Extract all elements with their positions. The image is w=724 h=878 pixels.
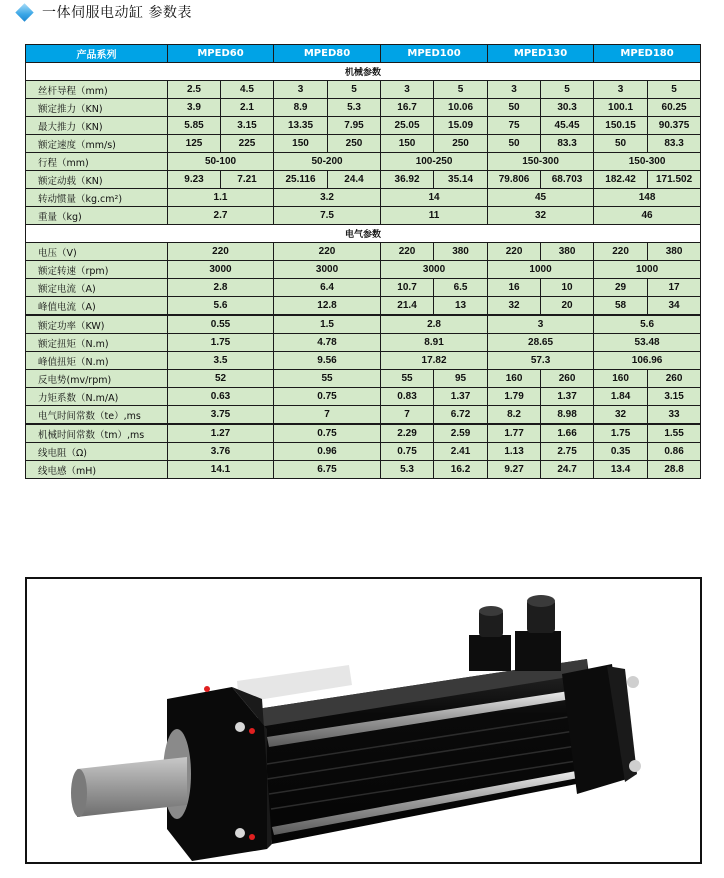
cell-value: 15.09 bbox=[434, 117, 488, 135]
cell-value: 225 bbox=[221, 135, 274, 153]
cell-value: 24.7 bbox=[541, 461, 594, 479]
cell-value: 3000 bbox=[381, 261, 488, 279]
cell-value: 380 bbox=[434, 243, 488, 261]
cell-value: 24.4 bbox=[328, 171, 381, 189]
cell-value: 6.72 bbox=[434, 406, 488, 425]
row-label: 额定扭矩（N.m) bbox=[26, 334, 168, 352]
cell-value: 220 bbox=[274, 243, 381, 261]
cell-value: 36.92 bbox=[381, 171, 434, 189]
cell-value: 1.55 bbox=[648, 424, 701, 443]
table-row bbox=[26, 81, 701, 99]
cell-value: 125 bbox=[168, 135, 221, 153]
cell-value: 34 bbox=[648, 297, 701, 316]
row-label: 机械时间常数（tm）,ms bbox=[26, 424, 168, 443]
cell-value: 250 bbox=[434, 135, 488, 153]
cell-value: 57.3 bbox=[488, 352, 594, 370]
cell-value: 160 bbox=[488, 370, 541, 388]
cell-value: 68.703 bbox=[541, 171, 594, 189]
cell-value: 1.5 bbox=[274, 315, 381, 334]
row-label: 力矩系数（N.m/A) bbox=[26, 388, 168, 406]
cell-value: 3 bbox=[594, 81, 648, 99]
section-title: 机械参数 bbox=[26, 63, 701, 81]
table-row bbox=[26, 171, 701, 189]
cell-value: 8.91 bbox=[381, 334, 488, 352]
row-label: 额定动载（KN) bbox=[26, 171, 168, 189]
cell-value: 3.5 bbox=[168, 352, 274, 370]
table-row bbox=[26, 243, 701, 261]
cell-value: 148 bbox=[594, 189, 701, 207]
header-model: MPED60 bbox=[168, 45, 274, 63]
row-label: 电气时间常数（te）,ms bbox=[26, 406, 168, 425]
table-row bbox=[26, 135, 701, 153]
section-row bbox=[26, 63, 701, 81]
cell-value: 7.5 bbox=[274, 207, 381, 225]
cell-value: 1.77 bbox=[488, 424, 541, 443]
cell-value: 8.98 bbox=[541, 406, 594, 425]
cell-value: 14 bbox=[381, 189, 488, 207]
cell-value: 7 bbox=[274, 406, 381, 425]
cell-value: 1.75 bbox=[168, 334, 274, 352]
row-label: 电压（V) bbox=[26, 243, 168, 261]
row-label: 转动惯量（kg.cm²) bbox=[26, 189, 168, 207]
cell-value: 10 bbox=[541, 279, 594, 297]
cell-value: 28.8 bbox=[648, 461, 701, 479]
cell-value: 250 bbox=[328, 135, 381, 153]
section-row bbox=[26, 225, 701, 243]
cell-value: 5.6 bbox=[594, 315, 701, 334]
cell-value: 20 bbox=[541, 297, 594, 316]
cell-value: 0.86 bbox=[648, 443, 701, 461]
cell-value: 3000 bbox=[274, 261, 381, 279]
cell-value: 3000 bbox=[168, 261, 274, 279]
cell-value: 9.27 bbox=[488, 461, 541, 479]
diamond-icon bbox=[15, 3, 33, 21]
cell-value: 33 bbox=[648, 406, 701, 425]
cell-value: 90.375 bbox=[648, 117, 701, 135]
cell-value: 106.96 bbox=[594, 352, 701, 370]
cell-value: 5 bbox=[328, 81, 381, 99]
cell-value: 83.3 bbox=[541, 135, 594, 153]
cell-value: 30.3 bbox=[541, 99, 594, 117]
cell-value: 5.6 bbox=[168, 297, 274, 316]
cell-value: 13 bbox=[434, 297, 488, 316]
cell-value: 0.83 bbox=[381, 388, 434, 406]
spec-table bbox=[25, 44, 701, 479]
cell-value: 13.35 bbox=[274, 117, 328, 135]
cell-value: 1.79 bbox=[488, 388, 541, 406]
servo-cylinder-illustration bbox=[27, 579, 700, 862]
row-label: 额定电流（A) bbox=[26, 279, 168, 297]
cell-value: 46 bbox=[594, 207, 701, 225]
cell-value: 260 bbox=[541, 370, 594, 388]
cell-value: 150 bbox=[381, 135, 434, 153]
table-row bbox=[26, 461, 701, 479]
header-label: 产品系列 bbox=[26, 45, 168, 63]
cell-value: 45.45 bbox=[541, 117, 594, 135]
cell-value: 3 bbox=[488, 315, 594, 334]
cell-value: 12.8 bbox=[274, 297, 381, 316]
table-row bbox=[26, 406, 701, 425]
table-row bbox=[26, 370, 701, 388]
row-label: 额定速度（mm/s) bbox=[26, 135, 168, 153]
cell-value: 5 bbox=[541, 81, 594, 99]
cell-value: 50-200 bbox=[274, 153, 381, 171]
cell-value: 2.5 bbox=[168, 81, 221, 99]
row-label: 额定转速（rpm) bbox=[26, 261, 168, 279]
cell-value: 29 bbox=[594, 279, 648, 297]
table-row bbox=[26, 424, 701, 443]
cell-value: 32 bbox=[594, 406, 648, 425]
cell-value: 3.15 bbox=[221, 117, 274, 135]
cell-value: 2.59 bbox=[434, 424, 488, 443]
cell-value: 0.55 bbox=[168, 315, 274, 334]
cell-value: 1000 bbox=[594, 261, 701, 279]
table-row bbox=[26, 189, 701, 207]
cell-value: 52 bbox=[168, 370, 274, 388]
cell-value: 14.1 bbox=[168, 461, 274, 479]
cell-value: 171.502 bbox=[648, 171, 701, 189]
cell-value: 1000 bbox=[488, 261, 594, 279]
header-model: MPED130 bbox=[488, 45, 594, 63]
cell-value: 95 bbox=[434, 370, 488, 388]
cell-value: 45 bbox=[488, 189, 594, 207]
cell-value: 100-250 bbox=[381, 153, 488, 171]
cell-value: 150-300 bbox=[488, 153, 594, 171]
cell-value: 5.85 bbox=[168, 117, 221, 135]
cell-value: 5 bbox=[648, 81, 701, 99]
row-label: 额定推力（KN) bbox=[26, 99, 168, 117]
header-model: MPED180 bbox=[594, 45, 701, 63]
row-label: 丝杆导程（mm) bbox=[26, 81, 168, 99]
row-label: 峰值电流（A) bbox=[26, 297, 168, 316]
cell-value: 21.4 bbox=[381, 297, 434, 316]
cell-value: 75 bbox=[488, 117, 541, 135]
cell-value: 53.48 bbox=[594, 334, 701, 352]
cell-value: 8.2 bbox=[488, 406, 541, 425]
table-row bbox=[26, 261, 701, 279]
cell-value: 16.2 bbox=[434, 461, 488, 479]
table-header-row bbox=[26, 45, 701, 63]
cell-value: 50 bbox=[488, 99, 541, 117]
cell-value: 17 bbox=[648, 279, 701, 297]
cell-value: 0.75 bbox=[274, 424, 381, 443]
header-model: MPED100 bbox=[381, 45, 488, 63]
cell-value: 83.3 bbox=[648, 135, 701, 153]
cell-value: 7 bbox=[381, 406, 434, 425]
cell-value: 100.1 bbox=[594, 99, 648, 117]
row-label: 重量（kg) bbox=[26, 207, 168, 225]
cell-value: 55 bbox=[381, 370, 434, 388]
cell-value: 0.96 bbox=[274, 443, 381, 461]
table-row bbox=[26, 207, 701, 225]
cell-value: 2.41 bbox=[434, 443, 488, 461]
cell-value: 3.76 bbox=[168, 443, 274, 461]
cell-value: 79.806 bbox=[488, 171, 541, 189]
cell-value: 2.75 bbox=[541, 443, 594, 461]
cell-value: 220 bbox=[488, 243, 541, 261]
cell-value: 16 bbox=[488, 279, 541, 297]
cell-value: 380 bbox=[541, 243, 594, 261]
table-row bbox=[26, 388, 701, 406]
cell-value: 17.82 bbox=[381, 352, 488, 370]
cell-value: 1.75 bbox=[594, 424, 648, 443]
cell-value: 150 bbox=[274, 135, 328, 153]
cell-value: 7.21 bbox=[221, 171, 274, 189]
cell-value: 6.5 bbox=[434, 279, 488, 297]
cell-value: 1.37 bbox=[434, 388, 488, 406]
row-label: 最大推力（KN) bbox=[26, 117, 168, 135]
cell-value: 9.23 bbox=[168, 171, 221, 189]
cell-value: 220 bbox=[594, 243, 648, 261]
table-row bbox=[26, 279, 701, 297]
cell-value: 11 bbox=[381, 207, 488, 225]
cell-value: 2.8 bbox=[381, 315, 488, 334]
cell-value: 1.37 bbox=[541, 388, 594, 406]
table-row bbox=[26, 297, 701, 316]
cell-value: 25.116 bbox=[274, 171, 328, 189]
cell-value: 50 bbox=[488, 135, 541, 153]
cell-value: 160 bbox=[594, 370, 648, 388]
cell-value: 3 bbox=[381, 81, 434, 99]
cell-value: 3.15 bbox=[648, 388, 701, 406]
cell-value: 2.8 bbox=[168, 279, 274, 297]
cell-value: 13.4 bbox=[594, 461, 648, 479]
row-label: 线电阻（Ω) bbox=[26, 443, 168, 461]
cell-value: 3.75 bbox=[168, 406, 274, 425]
cell-value: 3.2 bbox=[274, 189, 381, 207]
cell-value: 0.35 bbox=[594, 443, 648, 461]
cell-value: 10.06 bbox=[434, 99, 488, 117]
cell-value: 5.3 bbox=[381, 461, 434, 479]
page-heading bbox=[16, 2, 192, 22]
table-row bbox=[26, 352, 701, 370]
cell-value: 150.15 bbox=[594, 117, 648, 135]
cell-value: 58 bbox=[594, 297, 648, 316]
page-title: 一体伺服电动缸 参数表 bbox=[42, 5, 192, 21]
cell-value: 2.29 bbox=[381, 424, 434, 443]
cell-value: 1.27 bbox=[168, 424, 274, 443]
cell-value: 60.25 bbox=[648, 99, 701, 117]
table-row bbox=[26, 117, 701, 135]
header-model: MPED80 bbox=[274, 45, 381, 63]
cell-value: 150-300 bbox=[594, 153, 701, 171]
cell-value: 1.13 bbox=[488, 443, 541, 461]
cell-value: 32 bbox=[488, 207, 594, 225]
cell-value: 16.7 bbox=[381, 99, 434, 117]
cell-value: 8.9 bbox=[274, 99, 328, 117]
cell-value: 32 bbox=[488, 297, 541, 316]
cell-value: 0.75 bbox=[381, 443, 434, 461]
cell-value: 220 bbox=[381, 243, 434, 261]
table-row bbox=[26, 315, 701, 334]
product-photo bbox=[25, 577, 702, 864]
cell-value: 50-100 bbox=[168, 153, 274, 171]
table-row bbox=[26, 99, 701, 117]
cell-value: 2.1 bbox=[221, 99, 274, 117]
cell-value: 3 bbox=[488, 81, 541, 99]
table-row bbox=[26, 443, 701, 461]
row-label: 额定功率（KW) bbox=[26, 315, 168, 334]
cell-value: 6.4 bbox=[274, 279, 381, 297]
cell-value: 7.95 bbox=[328, 117, 381, 135]
row-label: 线电感（mH) bbox=[26, 461, 168, 479]
cell-value: 1.1 bbox=[168, 189, 274, 207]
cell-value: 5.3 bbox=[328, 99, 381, 117]
cell-value: 28.65 bbox=[488, 334, 594, 352]
cell-value: 55 bbox=[274, 370, 381, 388]
cell-value: 6.75 bbox=[274, 461, 381, 479]
cell-value: 9.56 bbox=[274, 352, 381, 370]
row-label: 反电势(mv/rpm) bbox=[26, 370, 168, 388]
cell-value: 0.75 bbox=[274, 388, 381, 406]
cell-value: 5 bbox=[434, 81, 488, 99]
row-label: 峰值扭矩（N.m) bbox=[26, 352, 168, 370]
cell-value: 0.63 bbox=[168, 388, 274, 406]
cell-value: 2.7 bbox=[168, 207, 274, 225]
cell-value: 220 bbox=[168, 243, 274, 261]
row-label: 行程（mm) bbox=[26, 153, 168, 171]
table-row bbox=[26, 153, 701, 171]
cell-value: 380 bbox=[648, 243, 701, 261]
cell-value: 4.5 bbox=[221, 81, 274, 99]
cell-value: 4.78 bbox=[274, 334, 381, 352]
cell-value: 3 bbox=[274, 81, 328, 99]
section-title: 电气参数 bbox=[26, 225, 701, 243]
cell-value: 10.7 bbox=[381, 279, 434, 297]
cell-value: 3.9 bbox=[168, 99, 221, 117]
table-row bbox=[26, 334, 701, 352]
cell-value: 1.84 bbox=[594, 388, 648, 406]
cell-value: 1.66 bbox=[541, 424, 594, 443]
cell-value: 182.42 bbox=[594, 171, 648, 189]
cell-value: 50 bbox=[594, 135, 648, 153]
cell-value: 35.14 bbox=[434, 171, 488, 189]
cell-value: 25.05 bbox=[381, 117, 434, 135]
cell-value: 260 bbox=[648, 370, 701, 388]
